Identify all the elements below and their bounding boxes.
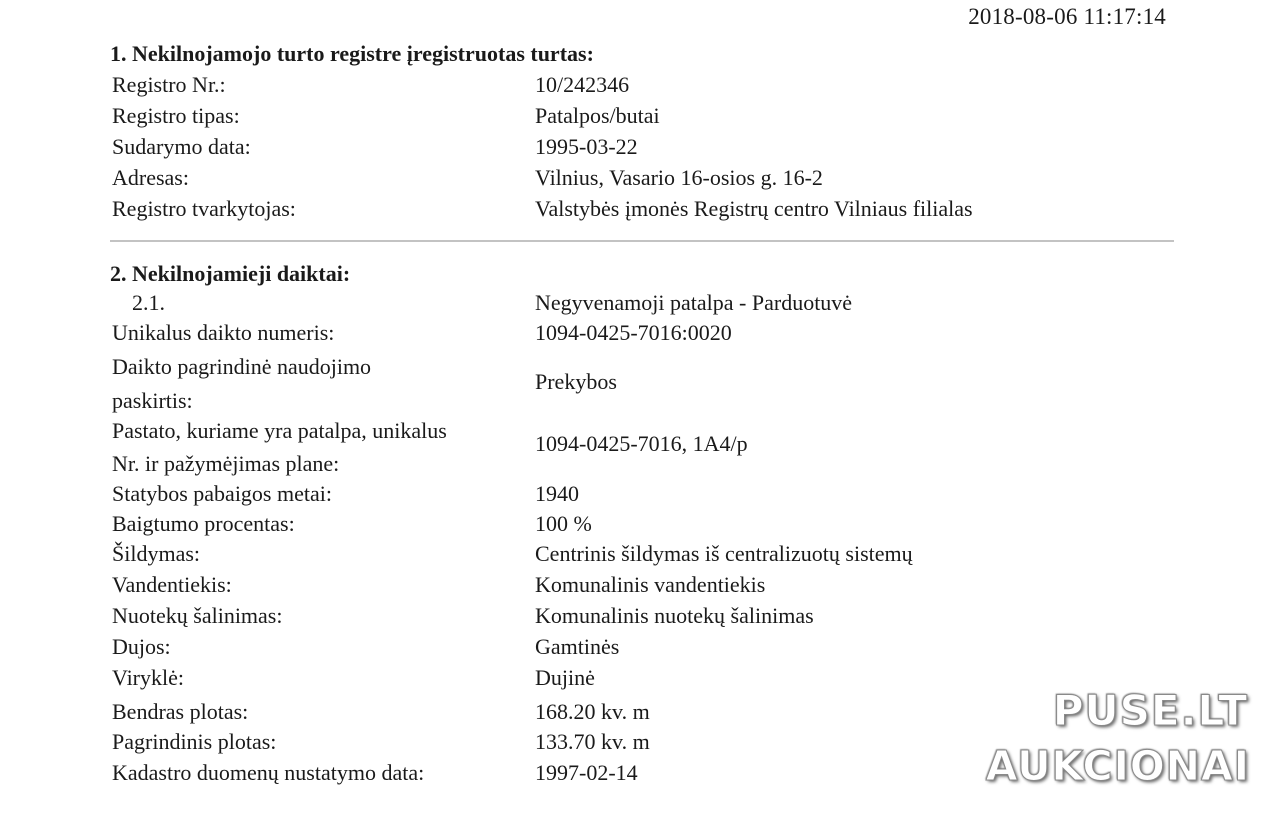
completion-label: Baigtumo procentas: <box>112 511 295 536</box>
building-label-line-1: Pastato, kuriame yra patalpa, unikalus <box>112 418 447 443</box>
main-area-label: Pagrindinis plotas: <box>112 729 277 754</box>
gas-row <box>0 634 1280 664</box>
creation-date-value: 1995-03-22 <box>535 134 638 159</box>
address-value: Vilnius, Vasario 16-osios g. 16-2 <box>535 165 823 190</box>
stove-label: Viryklė: <box>112 665 184 690</box>
building-label-line-2-row <box>0 451 1280 481</box>
construction-year-label: Statybos pabaigos metai: <box>112 481 332 506</box>
section-2-heading: 2. Nekilnojamieji daiktai: <box>110 261 351 286</box>
building-label-line-2: Nr. ir pažymėjimas plane: <box>112 451 340 476</box>
completion-row <box>0 511 1280 541</box>
total-area-label: Bendras plotas: <box>112 699 249 724</box>
unique-number-value: 1094-0425-7016:0020 <box>535 320 732 345</box>
unique-number-label: Unikalus daikto numeris: <box>112 320 335 345</box>
gas-label: Dujos: <box>112 634 171 659</box>
purpose-value: Prekybos <box>535 369 617 394</box>
registry-keeper-label: Registro tvarkytojas: <box>112 196 296 221</box>
item-title-value: Negyvenamoji patalpa - Parduotuvė <box>535 290 853 315</box>
cadastre-date-label: Kadastro duomenų nustatymo data: <box>112 760 425 785</box>
section-divider <box>110 240 1174 242</box>
water-supply-value: Komunalinis vandentiekis <box>535 572 766 597</box>
registry-type-value: Patalpos/butai <box>535 103 660 128</box>
purpose-label-line-2-row <box>0 388 1280 418</box>
purpose-label-line-2: paskirtis: <box>112 388 193 413</box>
purpose-label-line-1: Daikto pagrindinė naudojimo <box>112 354 372 379</box>
construction-year-row <box>0 481 1280 511</box>
item-row <box>0 290 1280 320</box>
unique-number-row <box>0 320 1280 350</box>
registry-type-label: Registro tipas: <box>112 103 240 128</box>
creation-date-row <box>0 134 1280 164</box>
construction-year-value: 1940 <box>535 481 579 506</box>
registry-type-row <box>0 103 1280 133</box>
document-timestamp: 2018-08-06 11:17:14 <box>968 4 1166 29</box>
gas-value: Gamtinės <box>535 634 620 659</box>
cadastre-date-value: 1997-02-14 <box>535 760 638 785</box>
heating-value: Centrinis šildymas iš centralizuotų sistemų <box>535 541 913 566</box>
heating-row <box>0 541 1280 571</box>
creation-date-label: Sudarymo data: <box>112 134 251 159</box>
sewage-value: Komunalinis nuotekų šalinimas <box>535 603 814 628</box>
sewage-label: Nuotekų šalinimas: <box>112 603 283 628</box>
registry-number-value: 10/242346 <box>535 72 630 97</box>
registry-number-label: Registro Nr.: <box>112 72 226 97</box>
watermark-line-1: PUSE.LT <box>1052 686 1248 735</box>
main-area-value: 133.70 kv. m <box>535 729 650 754</box>
registry-number-row <box>0 72 1280 102</box>
item-number: 2.1. <box>132 290 165 315</box>
completion-value: 100 % <box>535 511 592 536</box>
address-row <box>0 165 1280 195</box>
total-area-value: 168.20 kv. m <box>535 699 650 724</box>
water-supply-row <box>0 572 1280 602</box>
building-value: 1094-0425-7016, 1A4/p <box>535 431 748 456</box>
water-supply-label: Vandentiekis: <box>112 572 232 597</box>
heating-label: Šildymas: <box>112 541 201 566</box>
sewage-row <box>0 603 1280 633</box>
section-1-heading: 1. Nekilnojamojo turto registre įregistruotas turtas: <box>110 41 594 66</box>
registry-keeper-row <box>0 196 1280 226</box>
watermark-line-2: AUKCIONAI <box>985 742 1250 790</box>
stove-value: Dujinė <box>535 665 595 690</box>
registry-keeper-value: Valstybės įmonės Registrų centro Vilniaus filialas <box>535 196 973 221</box>
address-label: Adresas: <box>112 165 189 190</box>
